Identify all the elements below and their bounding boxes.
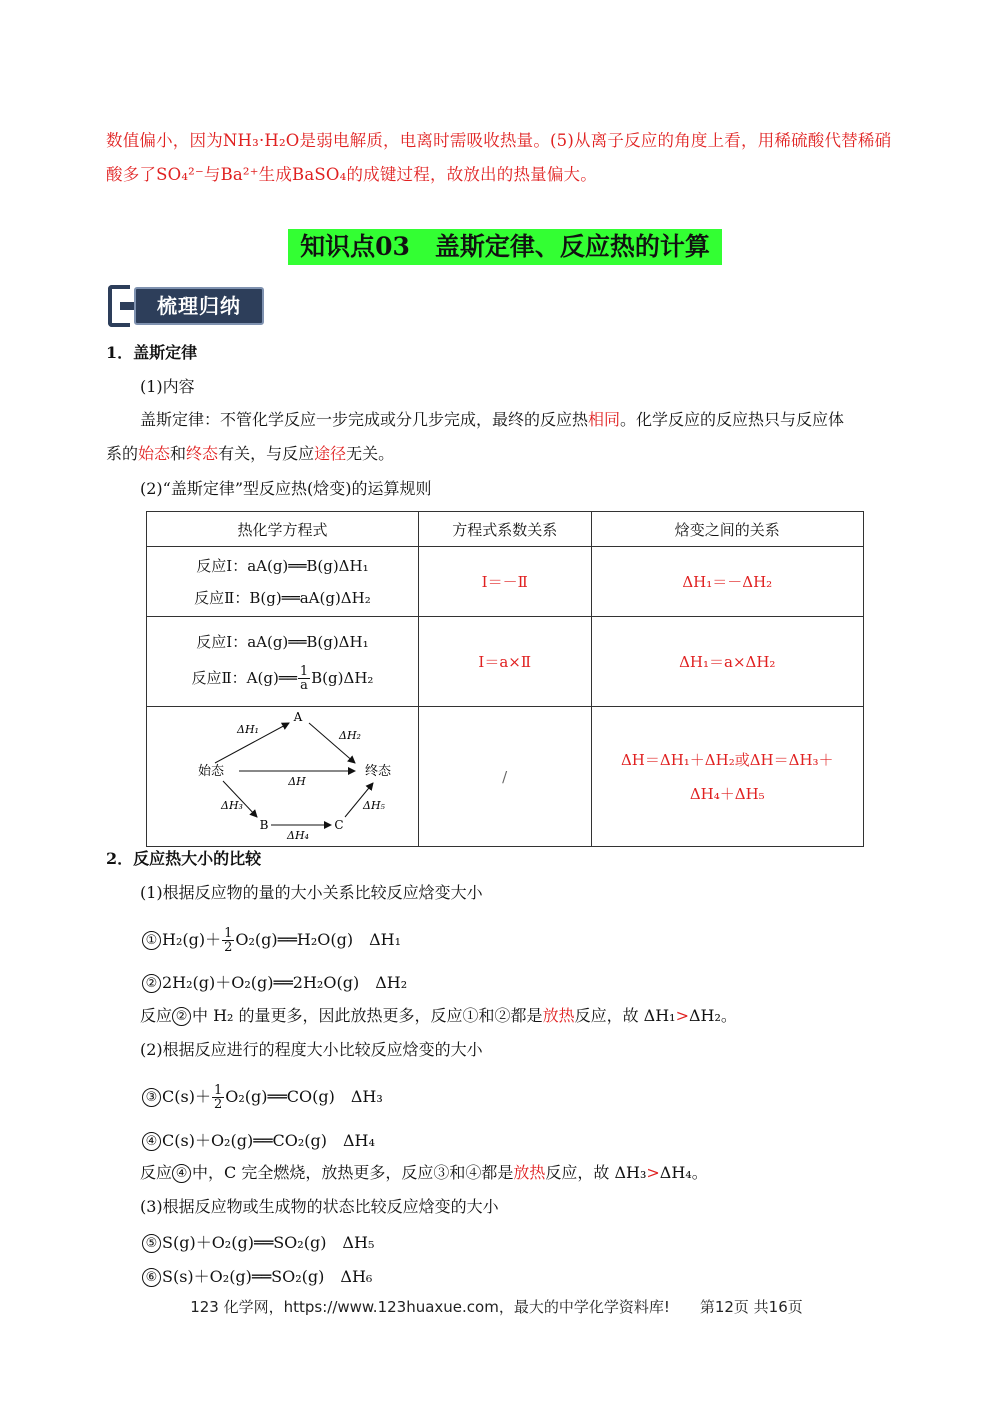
s1-content-c: 系的 [106,444,139,463]
eq3-b: O₂(g)══CO(g) ΔH₃ [225,1087,383,1106]
hess-rules-table [146,511,864,847]
badge-label: 梳理归纳 [157,294,241,318]
equation-4 [142,1128,375,1151]
equation-5 [142,1230,374,1253]
c2-d: ΔH₄。 [659,1163,708,1182]
label-dH5: ΔH₅ [363,798,386,812]
s1-content-init: 始态 [138,444,171,463]
eq3-number: ③ [142,1088,161,1107]
eq1-b: O₂(g)══H₂O(g) ΔH₁ [235,930,402,949]
c1-gt: > [675,1006,689,1025]
c1-d: ΔH₂。 [689,1006,737,1025]
row2-enth: ΔH₁＝a×ΔH₂ [591,617,863,707]
c1-b: 中 H₂ 的量更多，因此放热更多，反应①和②都是 [192,1006,543,1025]
s2-sub2: (2)根据反应进行的程度大小比较反应焓变的大小 [140,1040,483,1059]
equation-3 [142,1077,383,1117]
badge-connector [120,302,134,310]
hess-cycle-diagram [167,709,397,845]
s2-conclusion-2 [140,1162,708,1184]
row2-equations [147,617,419,707]
frac-den: a [300,678,308,693]
node-B: B [260,817,269,832]
node-C: C [334,817,345,832]
s1-content-line2 [106,443,394,465]
label-dH: ΔH [288,774,307,788]
eq1-fraction [222,927,234,954]
frac-num: 1 [299,664,309,679]
label-dH3: ΔH₃ [221,798,244,812]
row2-coef: Ⅰ＝a×Ⅱ [418,617,591,707]
c2-a: 反应 [140,1163,173,1182]
th-enthalpy: 焓变之间的关系 [591,512,863,547]
row1-coef: Ⅰ＝－Ⅱ [418,547,591,617]
row1-enth: ΔH₁＝－ΔH₂ [591,547,863,617]
c2-c: 反应，故 ΔH₃ [545,1163,647,1182]
node-start: 始态 [198,763,225,779]
s1-sub2: (2)“盖斯定律”型反应热(焓变)的运算规则 [140,479,432,498]
row3-enth [591,707,863,847]
s1-content-line1 [140,409,844,431]
row2-r2a: 反应Ⅱ：A(g)══ [191,668,297,687]
row2-r2b: B(g)ΔH₂ [311,668,374,687]
row3-coef: / [418,707,591,847]
row1-equations [147,547,419,617]
table-header-row [147,512,864,547]
label-dH4: ΔH₄ [287,828,310,842]
c1-a: 反应 [140,1006,173,1025]
eq4-text: C(s)＋O₂(g)══CO₂(g) ΔH₄ [162,1131,375,1150]
c2-red: 放热 [513,1163,546,1182]
eq1-frac-num: 1 [224,926,233,941]
s1-content-final: 终态 [186,444,219,463]
row3-enth-line1: ΔH＝ΔH₁＋ΔH₂或ΔH＝ΔH₃＋ [620,750,834,769]
s1-title: 1．盖斯定律 [106,343,198,362]
c1-c: 反应，故 ΔH₁ [574,1006,676,1025]
c2-gt: > [646,1163,660,1182]
eq3-frac-num: 1 [213,1083,223,1098]
label-dH1: ΔH₁ [237,722,260,736]
eq5-number: ⑤ [142,1234,161,1253]
table-row [147,617,864,707]
s2-conclusion-1 [140,1005,737,1027]
row1-reaction2: 反应Ⅱ：B(g)══aA(g)ΔH₂ [194,588,371,607]
label-dH2: ΔH₂ [339,728,362,742]
s1-content-path: 途径 [314,444,347,463]
eq4-number: ④ [142,1132,161,1151]
eq1-frac-den: 2 [224,940,233,955]
fraction [298,665,310,692]
c2-b: 中，C 完全燃烧，放热更多，反应③和④都是 [192,1163,514,1182]
equation-2 [142,970,407,993]
s1-content-e: 无关。 [346,444,395,463]
row2-reaction2 [147,658,418,698]
s2-sub1: (1)根据反应物的量的大小关系比较反应焓变大小 [140,883,483,902]
eq5-text: S(g)＋O₂(g)══SO₂(g) ΔH₅ [162,1233,375,1252]
c1-number: ② [172,1007,191,1026]
s2-sub3: (3)根据反应物或生成物的状态比较反应焓变的大小 [140,1197,499,1216]
summary-badge [108,285,264,327]
eq3-fraction [212,1084,224,1111]
eq1-number: ① [142,931,161,950]
eq2-number: ② [142,974,161,993]
s1-content-same: 相同 [588,410,621,429]
row1-reaction1: 反应Ⅰ：aA(g)══B(g)ΔH₁ [196,556,369,575]
c1-red: 放热 [542,1006,575,1025]
node-end: 终态 [365,763,392,779]
section-heading: 知识点03 盖斯定律、反应热的计算 [300,232,710,261]
row2-reaction1: 反应Ⅰ：aA(g)══B(g)ΔH₁ [196,632,369,651]
eq2-text: 2H₂(g)＋O₂(g)══2H₂O(g) ΔH₂ [162,973,408,992]
intro-line-1: 数值偏小，因为NH₃·H₂O是弱电解质，电离时需吸收热量。(5)从离子反应的角度上看，用稀硫酸代替稀硝 [106,131,892,150]
table-row [147,547,864,617]
th-equation: 热化学方程式 [147,512,419,547]
eq6-number: ⑥ [142,1268,161,1287]
s1-sub1: (1)内容 [140,377,195,396]
equation-6 [142,1264,372,1287]
intro-line-2: 酸多了SO₄²⁻与Ba²⁺生成BaSO₄的成键过程，故放出的热量偏大。 [106,165,597,184]
s1-content-a: 盖斯定律：不管化学反应一步完成或分几步完成，最终的反应热 [140,410,589,429]
th-coefficient: 方程式系数关系 [418,512,591,547]
table-row [147,707,864,847]
row3-enth-line2: ΔH₄＋ΔH₅ [689,784,765,803]
eq1-a: H₂(g)＋ [162,930,222,949]
s1-content-and: 和 [170,444,187,463]
s2-title: 2．反应热大小的比较 [106,849,262,868]
s1-content-b: 。化学反应的反应热只与反应体 [620,410,845,429]
row3-diagram-cell [147,707,419,847]
eq6-text: S(s)＋O₂(g)══SO₂(g) ΔH₆ [162,1267,373,1286]
c2-number: ④ [172,1164,191,1183]
page-footer: 123 化学网，https://www.123huaxue.com，最大的中学化学资料库! 第12页 共16页 [190,1298,803,1316]
node-A: A [294,709,303,724]
eq3-frac-den: 2 [213,1097,223,1112]
eq3-a: C(s)＋ [162,1087,211,1106]
equation-1 [142,920,401,960]
s1-content-d: 有关，与反应 [218,444,315,463]
